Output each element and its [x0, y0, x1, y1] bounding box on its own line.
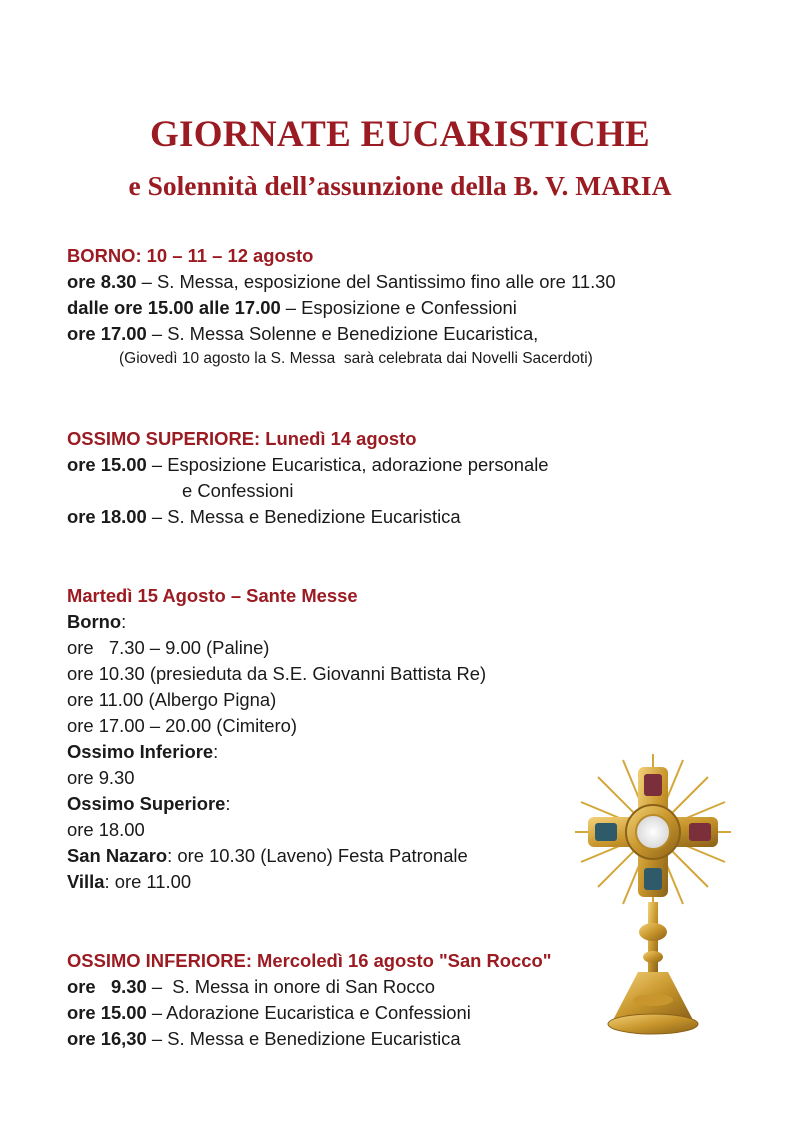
section-ossimo-superiore [67, 426, 549, 530]
section-martedi [67, 583, 486, 895]
schedule-line: ore 15.00 – Esposizione Eucaristica, adorazione personale [67, 454, 549, 475]
section-borno [67, 243, 616, 371]
parish-label: Borno: [67, 611, 127, 632]
schedule-line: ore 9.30 – S. Messa in onore di San Rocco [67, 976, 436, 997]
schedule-note: (Giovedì 10 agosto la S. Messa sarà celebrata dai Novelli Sacerdoti) [119, 350, 593, 367]
schedule-line: ore 7.30 – 9.00 (Paline) [67, 637, 270, 658]
schedule-line: ore 18.00 [67, 819, 145, 840]
schedule-line: ore 11.00 (Albergo Pigna) [67, 689, 277, 710]
schedule-line-continued: e Confessioni [182, 480, 294, 501]
schedule-line: Villa: ore 11.00 [67, 871, 192, 892]
schedule-line: ore 8.30 – S. Messa, esposizione del Santissimo fino alle ore 11.30 [67, 271, 616, 292]
section-heading: OSSIMO INFERIORE: Mercoledì 16 agosto "San Rocco" [67, 950, 552, 971]
page-subtitle: e Solennità dell’assunzione della B. V. MARIA [128, 170, 672, 201]
monstrance-image [568, 752, 738, 1052]
section-heading: Martedì 15 Agosto – Sante Messe [67, 585, 358, 606]
schedule-line: ore 16,30 – S. Messa e Benedizione Eucaristica [67, 1028, 461, 1049]
schedule-line: ore 9.30 [67, 767, 135, 788]
schedule-line: dalle ore 15.00 alle 17.00 – Esposizione e Confessioni [67, 297, 517, 318]
page-title: GIORNATE EUCARISTICHE [149, 114, 651, 155]
schedule-line: ore 17.00 – 20.00 (Cimitero) [67, 715, 297, 736]
parish-label: Ossimo Inferiore: [67, 741, 219, 762]
schedule-line: ore 10.30 (presieduta da S.E. Giovanni Battista Re) [67, 663, 487, 684]
schedule-line: ore 17.00 – S. Messa Solenne e Benedizione Eucaristica, [67, 323, 539, 344]
section-heading: BORNO: 10 – 11 – 12 agosto [67, 245, 314, 266]
schedule-line: ore 18.00 – S. Messa e Benedizione Eucaristica [67, 506, 461, 527]
schedule-line: ore 15.00 – Adorazione Eucaristica e Confessioni [67, 1002, 471, 1023]
parish-label: Ossimo Superiore: [67, 793, 231, 814]
section-heading: OSSIMO SUPERIORE: Lunedì 14 agosto [67, 428, 417, 449]
schedule-line: San Nazaro: ore 10.30 (Laveno) Festa Patronale [67, 845, 468, 866]
section-ossimo-inferiore [67, 948, 551, 1052]
